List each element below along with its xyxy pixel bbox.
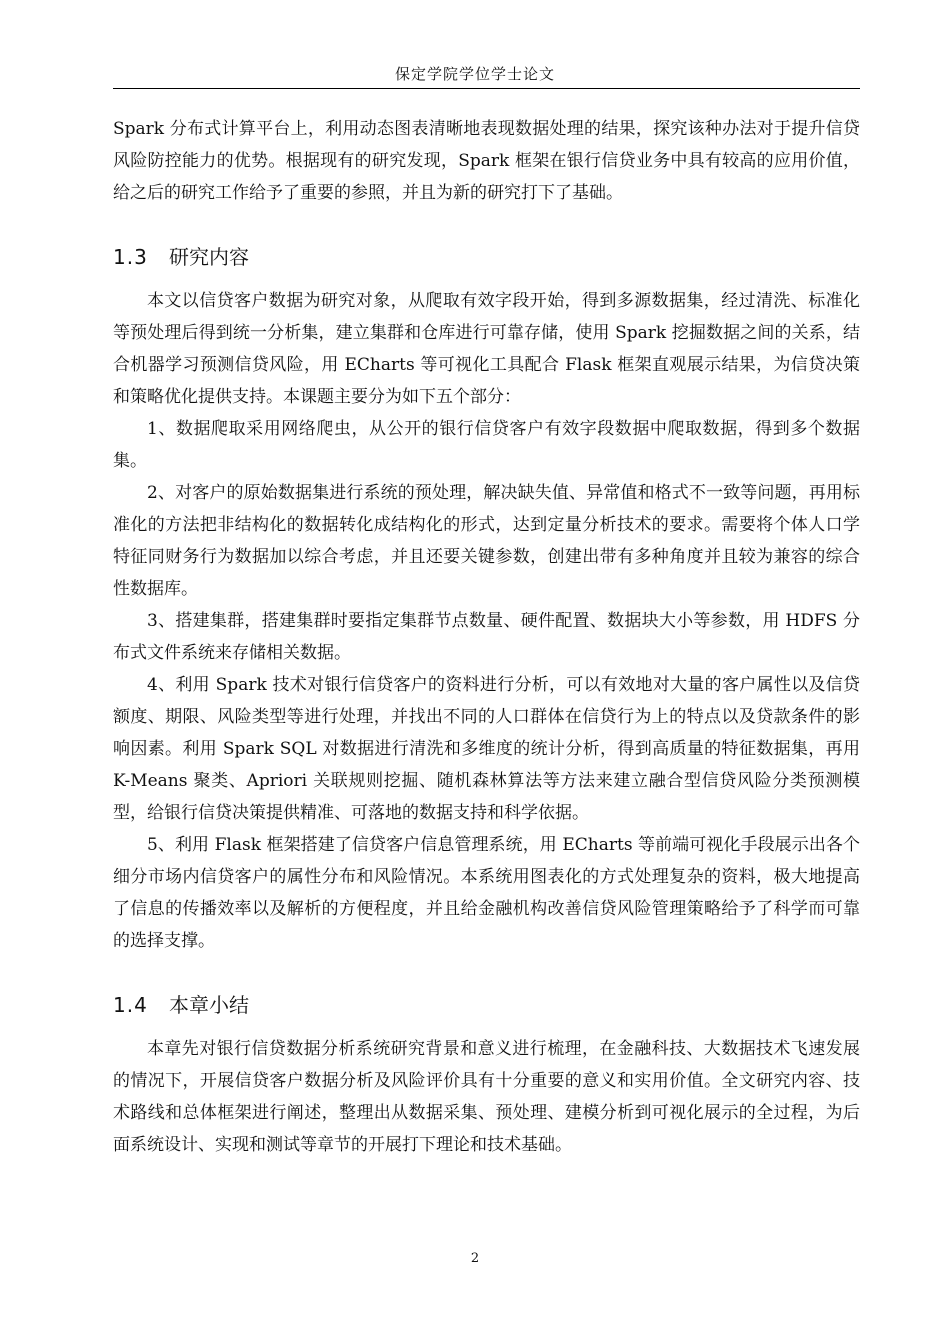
running-header-title: 保定学院学位学士论文 (394, 65, 555, 83)
section-number: 1.3 (113, 245, 148, 269)
section-heading-1-4 (113, 991, 860, 1019)
section-title: 本章小结 (169, 993, 249, 1017)
intro-paragraph: Spark 分布式计算平台上，利用动态图表清晰地表现数据处理的结果，探究该种办法对于提升信贷风险防控能力的优势。根据现有的研究发现，Spark 框架在银行信贷业务中具有较高的应用价值，给之后的研究工作给予了重要的参照，并且为新的研究打下了基础。 (113, 119, 860, 203)
section-heading-1-3 (113, 243, 860, 271)
list-item-1: 1、数据爬取采用网络爬虫，从公开的银行信贷客户有效字段数据中爬取数据，得到多个数据集。 (113, 419, 860, 471)
summary-paragraph: 本章先对银行信贷数据分析系统研究背景和意义进行梳理，在金融科技、大数据技术飞速发展的情况下，开展信贷客户数据分析及风险评价具有十分重要的意义和实用价值。全文研究内容、技术路线和总体框架进行阐述，整理出从数据采集、预处理、建模分析到可视化展示的全过程，为后面系统设计、实现和测试等章节的开展打下理论和技术基础。 (113, 1039, 860, 1155)
page-body (113, 113, 860, 1161)
list-item-4: 4、利用 Spark 技术对银行信贷客户的资料进行分析，可以有效地对大量的客户属性以及信贷额度、期限、风险类型等进行处理，并找出不同的人口群体在信贷行为上的特点以及贷款条件的影响因素。利用 Spark SQL 对数据进行清洗和多维度的统计分析，得到高质量的特征数据集，再用 K-Means 聚类、Apriori 关联规则挖掘、随机森林算法等方法来建立融合型信贷风险分类预测模型，给银行信贷决策提供精准、可落地的数据支持和科学依据。 (113, 675, 860, 823)
body-paragraph: 本文以信贷客户数据为研究对象，从爬取有效字段开始，得到多源数据集，经过清洗、标准化等预处理后得到统一分析集，建立集群和仓库进行可靠存储，使用 Spark 挖掘数据之间的关系，结合机器学习预测信贷风险，用 ECharts 等可视化工具配合 Flask 框架直观展示结果，为信贷决策和策略优化提供支持。本课题主要分为如下五个部分： (113, 291, 860, 407)
page-number: 2 (470, 1251, 480, 1266)
section-title: 研究内容 (169, 245, 249, 269)
section-number: 1.4 (113, 993, 148, 1017)
list-item-2: 2、对客户的原始数据集进行系统的预处理，解决缺失值、异常值和格式不一致等问题，再用标准化的方法把非结构化的数据转化成结构化的形式，达到定量分析技术的要求。需要将个体人口学特征同财务行为数据加以综合考虑，并且还要关键参数，创建出带有多种角度并且较为兼容的综合性数据库。 (113, 483, 860, 599)
list-item-3: 3、搭建集群，搭建集群时要指定集群节点数量、硬件配置、数据块大小等参数，用 HDFS 分布式文件系统来存储相关数据。 (113, 611, 860, 663)
list-item-5: 5、利用 Flask 框架搭建了信贷客户信息管理系统，用 ECharts 等前端可视化手段展示出各个细分市场内信贷客户的属性分布和风险情况。本系统用图表化的方式处理复杂的资料，极大地提高了信息的传播效率以及解析的方便程度，并且给金融机构改善信贷风险管理策略给予了科学而可靠的选择支撑。 (113, 835, 860, 951)
header-divider (113, 88, 860, 89)
